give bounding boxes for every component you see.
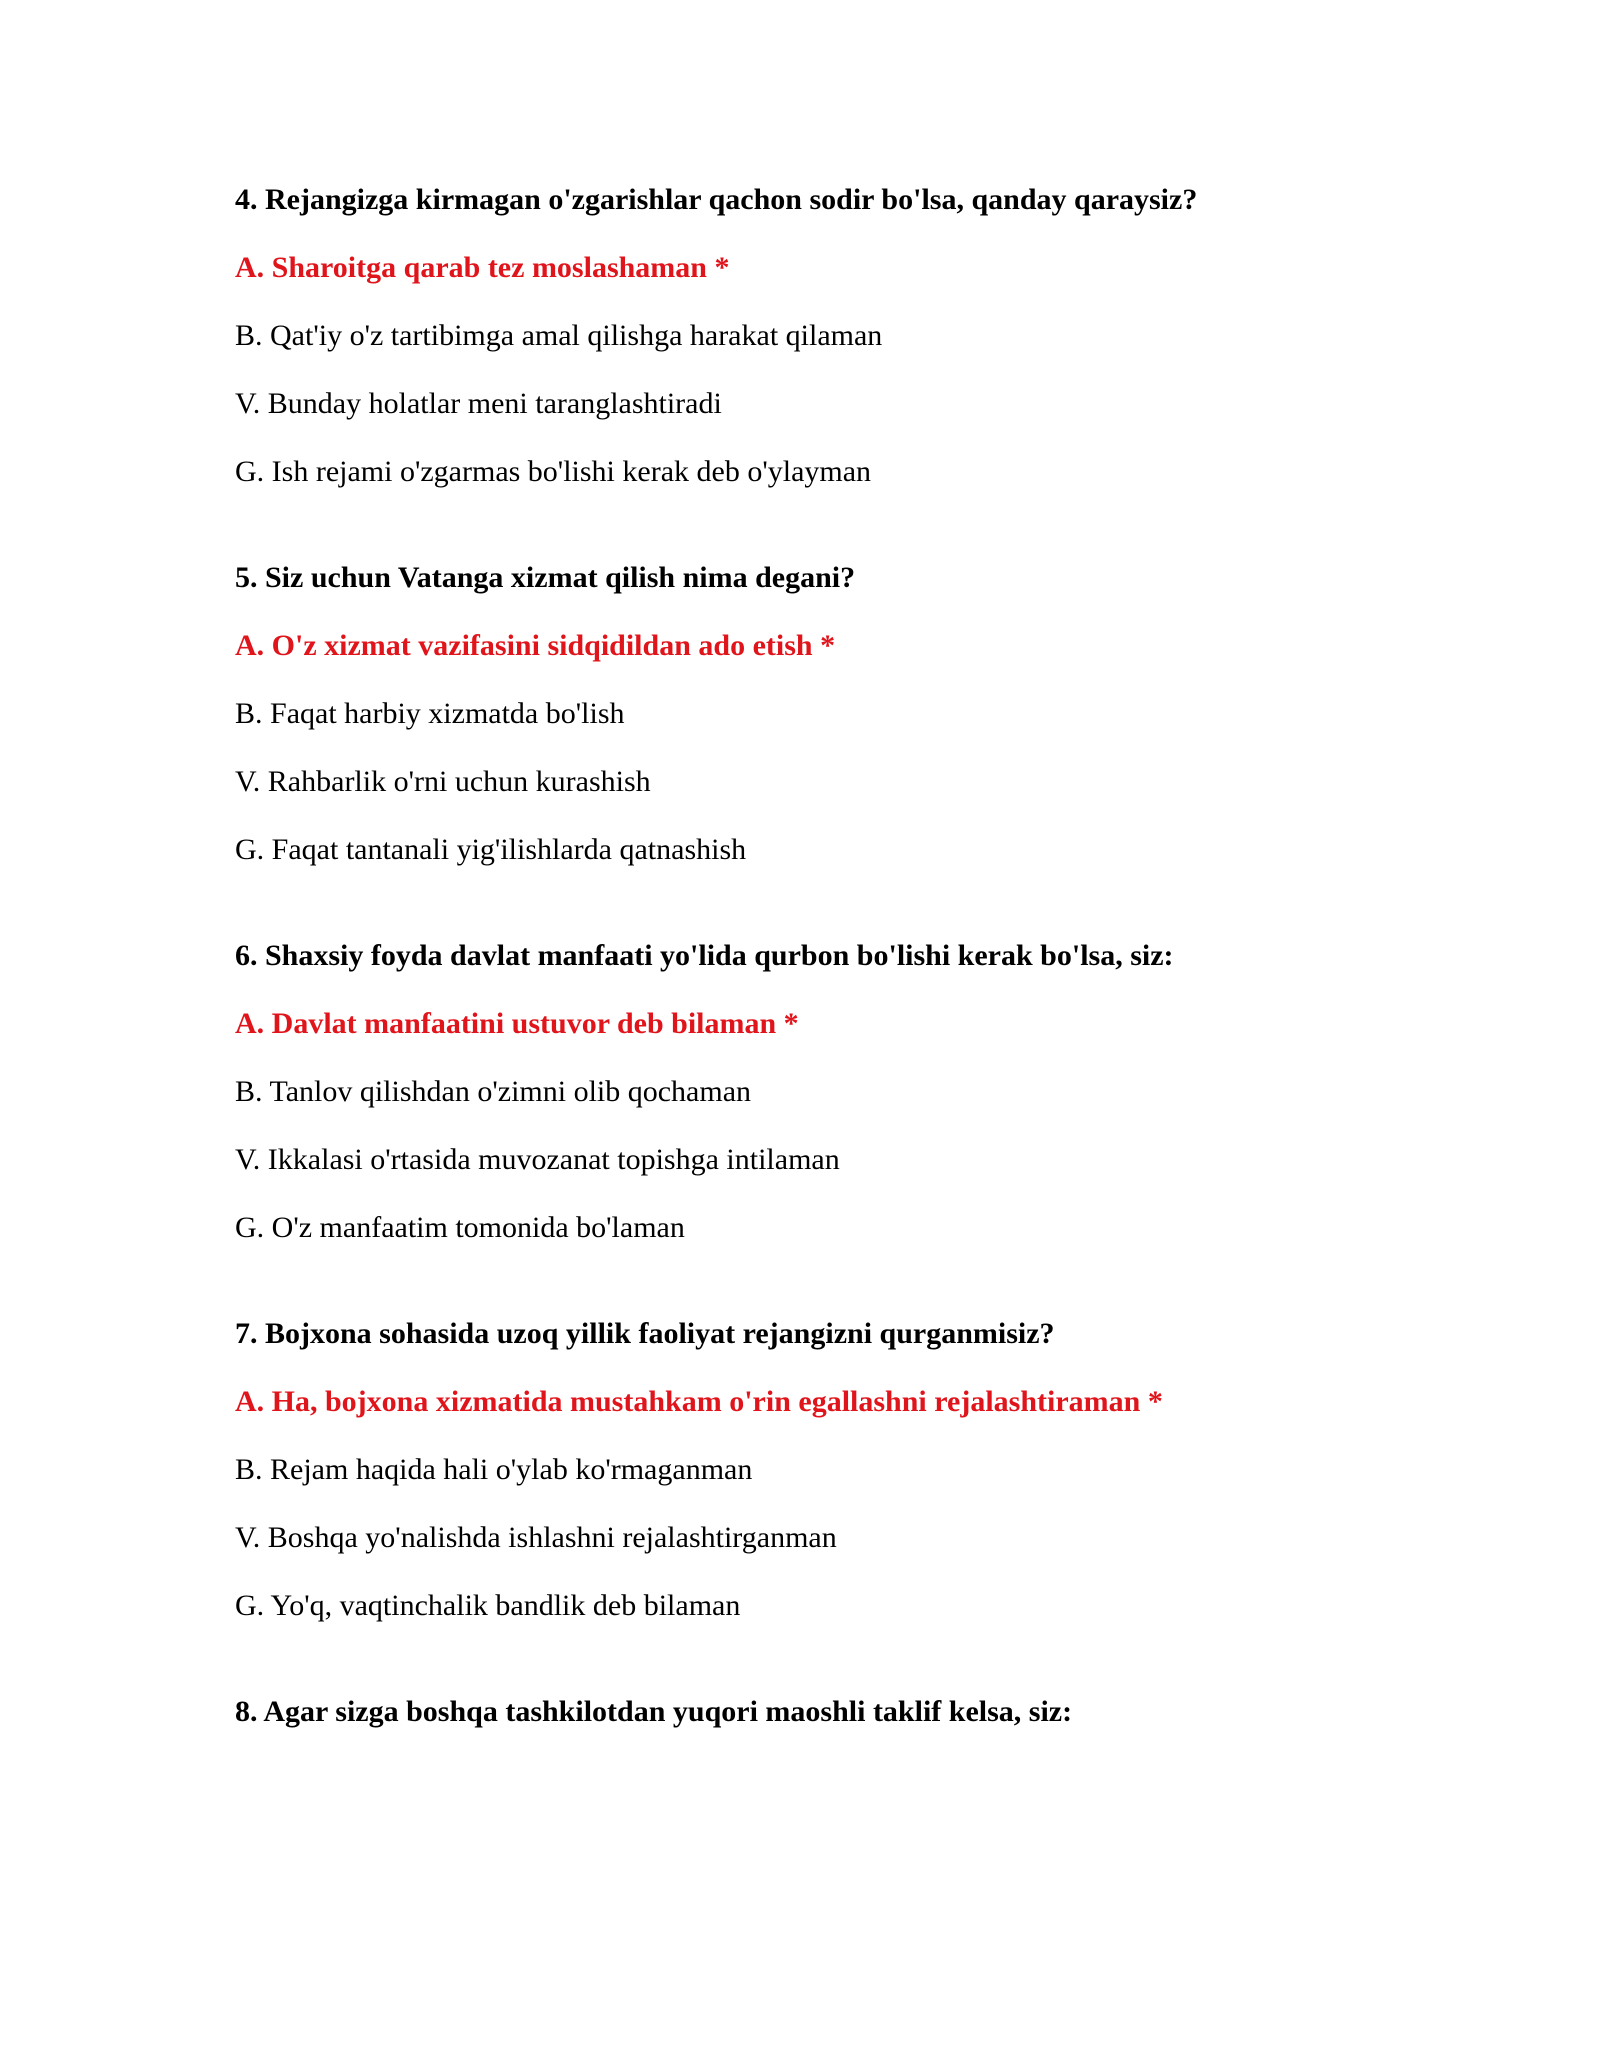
question-text: 8. Agar sizga boshqa tashkilotdan yuqori maoshli taklif kelsa, siz: (235, 1695, 1073, 1728)
answer-option: B. Rejam haqida hali o'ylab ko'rmaganman (235, 1453, 753, 1486)
answer-option: B. Tanlov qilishdan o'zimni olib qochaman (235, 1075, 752, 1108)
correct-answer-option: A. Ha, bojxona xizmatida mustahkam o'rin egallashni rejalashtiraman * (235, 1385, 1163, 1418)
question-block (235, 1314, 1435, 1626)
answer-option: V. Boshqa yo'nalishda ishlashni rejalashtirganman (235, 1521, 837, 1554)
answer-option: V. Rahbarlik o'rni uchun kurashish (235, 765, 651, 798)
correct-answer-option: A. Davlat manfaatini ustuvor deb bilaman * (235, 1007, 799, 1040)
question-text: 7. Bojxona sohasida uzoq yillik faoliyat rejangizni qurganmisiz? (235, 1317, 1055, 1350)
answer-option: B. Faqat harbiy xizmatda bo'lish (235, 697, 625, 730)
question-block (235, 1692, 1435, 1732)
correct-answer-option: A. O'z xizmat vazifasini sidqidildan ado etish * (235, 629, 836, 662)
answer-option: B. Qat'iy o'z tartibimga amal qilishga harakat qilaman (235, 319, 883, 352)
answer-option: G. O'z manfaatim tomonida bo'laman (235, 1211, 685, 1244)
question-block (235, 180, 1435, 492)
question-block (235, 936, 1435, 1248)
question-block (235, 558, 1435, 870)
question-text: 6. Shaxsiy foyda davlat manfaati yo'lida qurbon bo'lishi kerak bo'lsa, siz: (235, 939, 1174, 972)
answer-option: G. Faqat tantanali yig'ilishlarda qatnashish (235, 833, 747, 866)
answer-option: V. Bunday holatlar meni taranglashtiradi (235, 387, 722, 420)
question-text: 4. Rejangizga kirmagan o'zgarishlar qachon sodir bo'lsa, qanday qaraysiz? (235, 183, 1198, 216)
answer-option: G. Ish rejami o'zgarmas bo'lishi kerak deb o'ylayman (235, 455, 872, 488)
question-text: 5. Siz uchun Vatanga xizmat qilish nima degani? (235, 561, 856, 594)
answer-option: V. Ikkalasi o'rtasida muvozanat topishga intilaman (235, 1143, 840, 1176)
answer-option: G. Yo'q, vaqtinchalik bandlik deb bilaman (235, 1589, 741, 1622)
quiz-content (235, 180, 1435, 1798)
correct-answer-option: A. Sharoitga qarab tez moslashaman * (235, 251, 730, 284)
